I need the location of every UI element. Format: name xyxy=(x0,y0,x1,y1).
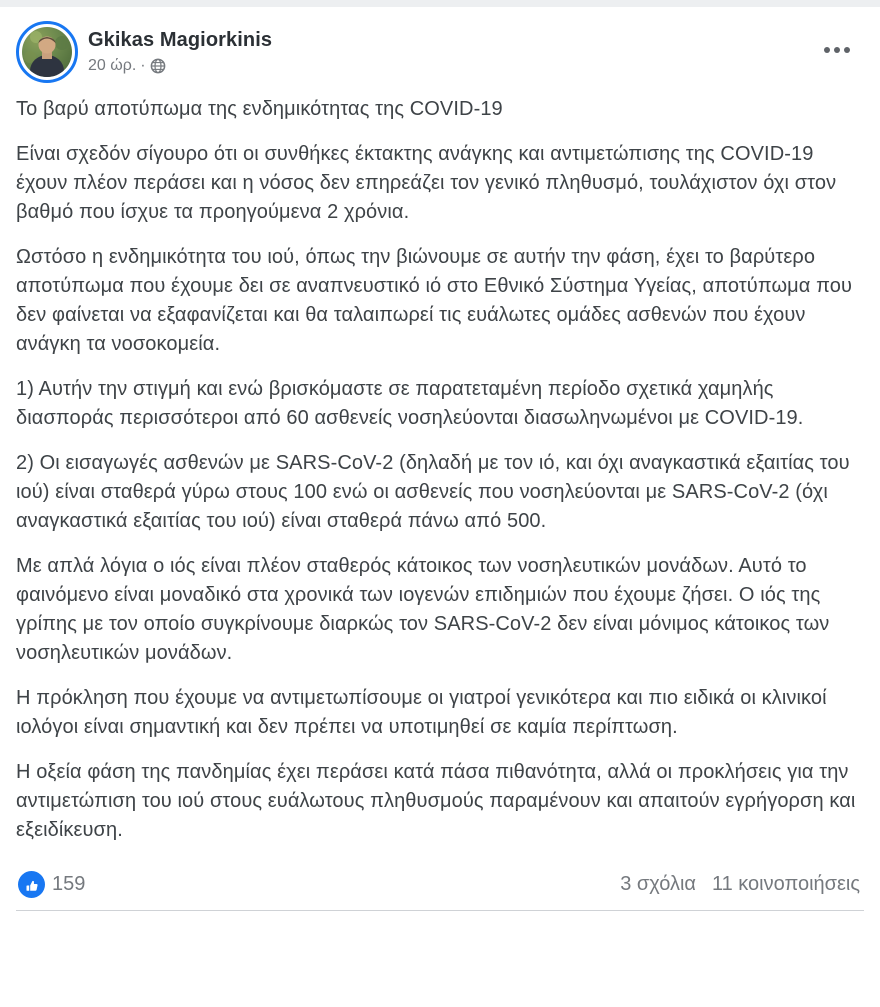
footer-divider xyxy=(16,910,864,911)
comments-shares-group xyxy=(620,873,860,896)
like-thumb-icon xyxy=(18,871,45,898)
post-paragraph: Το βαρύ αποτύπωμα της ενδημικότητας της COVID-19 xyxy=(16,98,503,120)
post-meta-row xyxy=(88,55,272,77)
post-paragraph: Με απλά λόγια ο ιός είναι πλέον σταθερός κάτοικος των νοσηλευτικών μονάδων. Αυτό το φαινόμενο είναι μοναδικό στα χρονικά των ιογενών επιδημιών που έχουμε ζήσει. Ο ιός της γρίπης με τον οποίο συγκρίνουμε διαρκώς τον SARS-CoV-2 δεν είναι μόνιμος κάτοικος των νοσηλευτικών μονάδων. xyxy=(16,555,830,664)
post-paragraph: Η οξεία φάση της πανδημίας έχει περάσει κατά πάσα πιθανότητα, αλλά οι προκλήσεις για την αντιμετώπιση του ιού στους ευάλωτους πληθυσμούς παραμένουν και απαιτούν εγρήγορση και εξειδίκευση. xyxy=(16,761,856,841)
post-body xyxy=(16,95,864,845)
shares-count[interactable]: 11 κοινοποιήσεις xyxy=(711,873,860,895)
avatar-photo-icon xyxy=(22,27,72,77)
like-count: 159 xyxy=(52,873,86,895)
social-counts-bar xyxy=(16,861,864,910)
like-count-group[interactable] xyxy=(18,871,85,898)
globe-icon xyxy=(150,58,166,74)
header-text xyxy=(88,27,272,77)
author-name-link[interactable]: Gkikas Magiorkinis xyxy=(88,29,273,51)
avatar[interactable] xyxy=(16,21,78,83)
meta-separator: · xyxy=(140,57,146,74)
post-paragraph: Ωστόσο η ενδημικότητα του ιού, όπως την βιώνουμε σε αυτήν την φάση, έχει το βαρύτερο αποτύπωμα που έχουμε δει σε αναπνευστικό ιό στο Εθνικό Σύστημα Υγείας, αποτύπωμα που δεν φαίνεται να εξαφανίζεται και θα ταλαιπωρεί τις ευάλωτες ομάδες ασθενών που έχουν ανάγκη τα νοσοκομεία. xyxy=(16,246,852,355)
post-timestamp[interactable]: 20 ώρ. xyxy=(88,57,137,74)
post-options-menu-icon[interactable] xyxy=(816,39,858,61)
post-paragraph: 1) Αυτήν την στιγμή και ενώ βρισκόμαστε σε παρατεταμένη περίοδο σχετικά χαμηλής διασποράς περισσότεροι από 60 ασθενείς νοσηλεύονται διασωληνωμένοι με COVID-19. xyxy=(16,378,804,429)
page-background-strip xyxy=(0,0,880,7)
post-paragraph: Η πρόκληση που έχουμε να αντιμετωπίσουμε οι γιατροί γενικότερα και πιο ειδικά οι κλινικοί ιολόγοι είναι σημαντική και δεν πρέπει να υποτιμηθεί σε καμία περίπτωση. xyxy=(16,687,827,738)
comments-count[interactable]: 3 σχόλια xyxy=(620,873,696,895)
facebook-post-card xyxy=(0,7,880,911)
post-paragraph: 2) Οι εισαγωγές ασθενών με SARS-CoV-2 (δηλαδή με τον ιό, και όχι αναγκαστικά εξαιτίας του ιού) είναι σταθερά γύρω στους 100 ενώ οι ασθενείς που νοσηλεύονται με SARS-CoV-2 (όχι αναγκαστικά εξαιτίας του ιού) είναι σταθερά πάνω από 500. xyxy=(16,452,850,532)
post-paragraph: Είναι σχεδόν σίγουρο ότι οι συνθήκες έκτακτης ανάγκης και αντιμετώπισης της COVID-19 έχουν πλέον περάσει και η νόσος δεν επηρεάζει τον γενικό πληθυσμό, τουλάχιστον όχι στον βαθμό που ίσχυε τα προηγούμενα 2 χρόνια. xyxy=(16,143,837,223)
post-header xyxy=(16,21,864,83)
